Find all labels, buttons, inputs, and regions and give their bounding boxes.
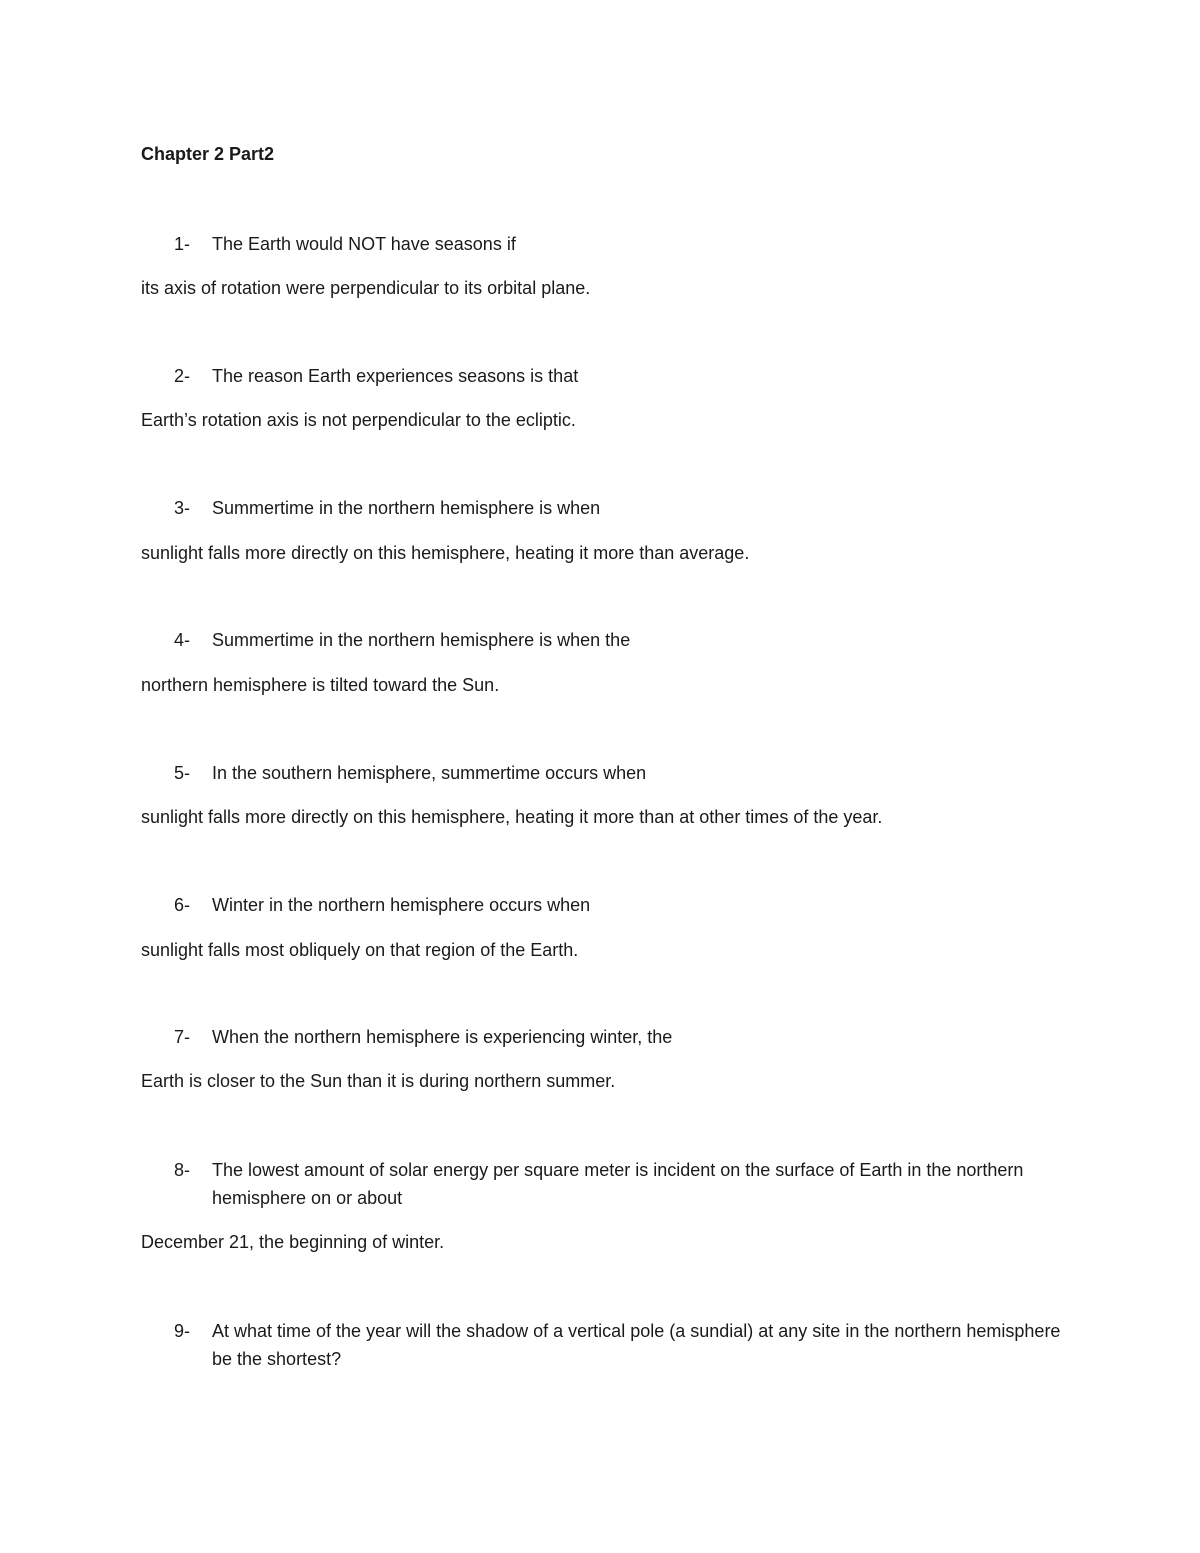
question-2 [141,362,1081,390]
question-7 [141,1023,1081,1051]
answer-5: sunlight falls more directly on this hemisphere, heating it more than at other times of the year. [141,807,883,827]
question-4 [141,626,1081,654]
question-9 [141,1317,1081,1373]
question-8 [141,1156,1081,1212]
question-number: 8- [174,1160,191,1180]
question-6 [141,891,1081,919]
question-number: 9- [174,1321,191,1341]
question-5 [141,759,1081,787]
question-number: 5- [174,763,191,783]
answer-4: northern hemisphere is tilted toward the Sun. [141,675,500,695]
question-text: Summertime in the northern hemisphere is when [212,498,601,518]
question-text: In the southern hemisphere, summertime occurs when [212,763,647,783]
question-1 [141,230,1081,258]
page-title: Chapter 2 Part2 [141,144,275,164]
question-3 [141,494,1081,522]
question-text: The lowest amount of solar energy per square meter is incident on the surface of Earth in the northern hemisphere on or about [212,1160,1024,1208]
question-text: Summertime in the northern hemisphere is when the [212,630,631,650]
answer-6: sunlight falls most obliquely on that region of the Earth. [141,940,579,960]
answer-8: December 21, the beginning of winter. [141,1232,445,1252]
question-number: 7- [174,1027,191,1047]
question-text: When the northern hemisphere is experiencing winter, the [212,1027,673,1047]
question-number: 4- [174,630,191,650]
answer-1: its axis of rotation were perpendicular to its orbital plane. [141,278,591,298]
question-number: 1- [174,234,191,254]
question-text: The Earth would NOT have seasons if [212,234,516,254]
question-number: 3- [174,498,191,518]
answer-3: sunlight falls more directly on this hemisphere, heating it more than average. [141,543,750,563]
question-text: At what time of the year will the shadow of a vertical pole (a sundial) at any site in the northern hemisphere be the shortest? [212,1321,1061,1369]
question-number: 2- [174,366,191,386]
answer-2: Earth’s rotation axis is not perpendicular to the ecliptic. [141,410,576,430]
answer-7: Earth is closer to the Sun than it is during northern summer. [141,1071,616,1091]
question-text: The reason Earth experiences seasons is that [212,366,579,386]
question-text: Winter in the northern hemisphere occurs when [212,895,591,915]
question-number: 6- [174,895,191,915]
